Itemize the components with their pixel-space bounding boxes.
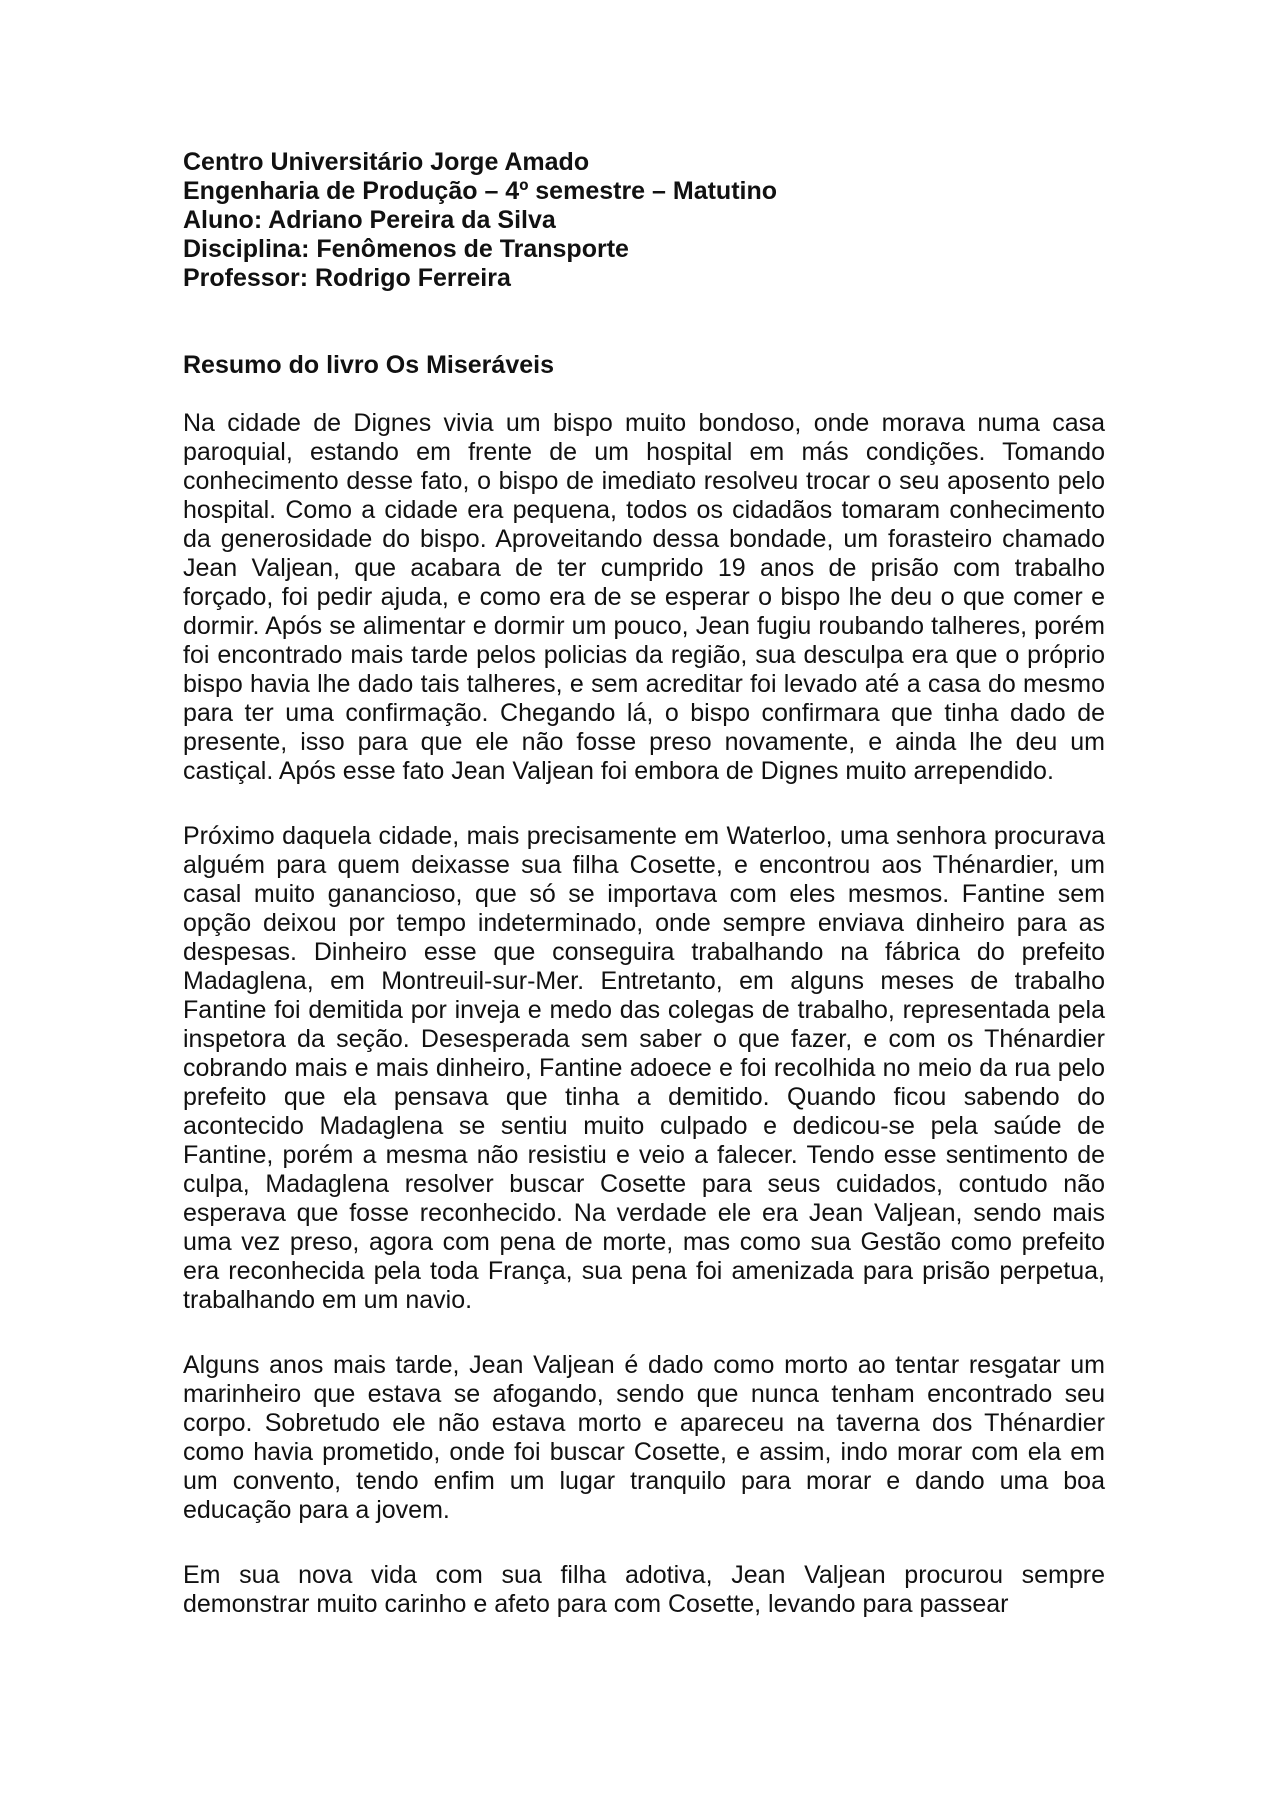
professor-line: Professor: Rodrigo Ferreira (183, 264, 511, 292)
paragraph-4: Em sua nova vida com sua filha adotiva, Jean Valjean procurou sempre demonstrar muito carinho e afeto para com Cosette, levando para passear (183, 1561, 1105, 1618)
document-title: Resumo do livro Os Miseráveis (183, 351, 554, 379)
subject-line: Disciplina: Fenômenos de Transporte (183, 235, 629, 263)
institution-line: Centro Universitário Jorge Amado (183, 148, 590, 176)
document-header (183, 148, 1105, 293)
student-line: Aluno: Adriano Pereira da Silva (183, 206, 556, 234)
paragraph-3: Alguns anos mais tarde, Jean Valjean é dado como morto ao tentar resgatar um marinheiro que estava se afogando, sendo que nunca tenham encontrado seu corpo. Sobretudo ele não estava morto e apareceu na taverna dos Thénardier como havia prometido, onde foi buscar Cosette, e assim, indo morar com ela em um convento, tendo enfim um lugar tranquilo para morar e dando uma boa educação para a jovem. (183, 1351, 1105, 1524)
paragraph-2: Próximo daquela cidade, mais precisamente em Waterloo, uma senhora procurava alguém para quem deixasse sua filha Cosette, e encontrou aos Thénardier, um casal muito ganancioso, que só se importava com eles mesmos. Fantine sem opção deixou por tempo indeterminado, onde sempre enviava dinheiro para as despesas. Dinheiro esse que conseguira trabalhando na fábrica do prefeito Madaglena, em Montreuil-sur-Mer. Entretanto, em alguns meses de trabalho Fantine foi demitida por inveja e medo das colegas de trabalho, representada pela inspetora da seção. Desesperada sem saber o que fazer, e com os Thénardier cobrando mais e mais dinheiro, Fantine adoece e foi recolhida no meio da rua pelo prefeito que ela pensava que tinha a demitido. Quando ficou sabendo do acontecido Madaglena se sentiu muito culpado e dedicou-se pela saúde de Fantine, porém a mesma não resistiu e veio a falecer. Tendo esse sentimento de culpa, Madaglena resolver buscar Cosette para seus cuidados, contudo não esperava que fosse reconhecido. Na verdade ele era Jean Valjean, sendo mais uma vez preso, agora com pena de morte, mas como sua Gestão como prefeito era reconhecida pela toda França, sua pena foi amenizada para prisão perpetua, trabalhando em um navio. (183, 822, 1105, 1314)
paragraph-1: Na cidade de Dignes vivia um bispo muito bondoso, onde morava numa casa paroquial, estando em frente de um hospital em más condições. Tomando conhecimento desse fato, o bispo de imediato resolveu trocar o seu aposento pelo hospital. Como a cidade era pequena, todos os cidadãos tomaram conhecimento da generosidade do bispo. Aproveitando dessa bondade, um forasteiro chamado Jean Valjean, que acabara de ter cumprido 19 anos de prisão com trabalho forçado, foi pedir ajuda, e como era de se esperar o bispo lhe deu o que comer e dormir. Após se alimentar e dormir um pouco, Jean fugiu roubando talheres, porém foi encontrado mais tarde pelos policias da região, sua desculpa era que o próprio bispo havia lhe dado tais talheres, e sem acreditar foi levado até a casa do mesmo para ter uma confirmação. Chegando lá, o bispo confirmara que tinha dado de presente, isso para que ele não fosse preso novamente, e ainda lhe deu um castiçal. Após esse fato Jean Valjean foi embora de Dignes muito arrependido. (183, 409, 1105, 785)
document-body (183, 409, 1105, 1619)
document-page (183, 148, 1105, 1619)
course-line: Engenharia de Produção – 4º semestre – Matutino (183, 177, 778, 205)
